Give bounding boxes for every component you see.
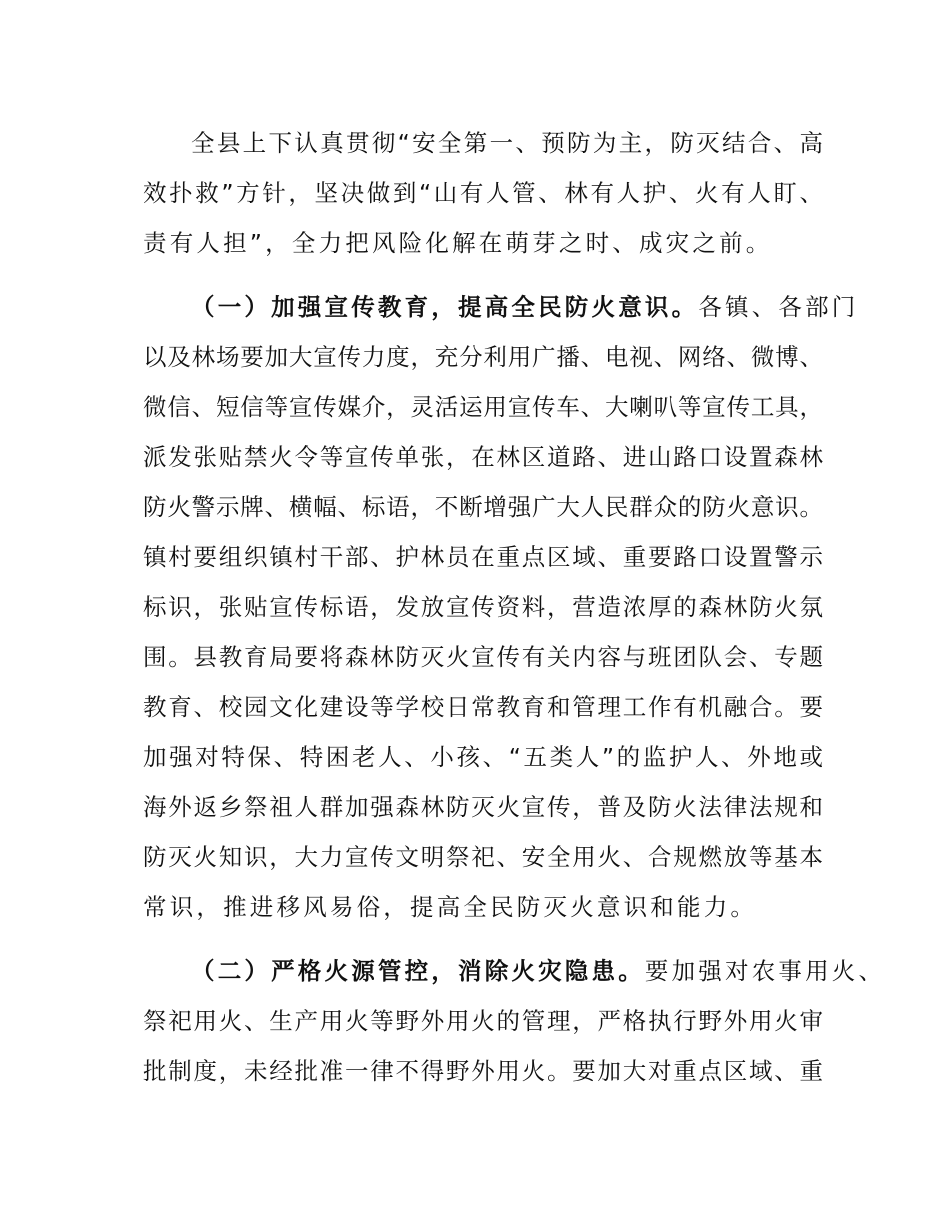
paragraph-2-line-6: 镇村要组织镇村干部、护林员在重点区域、重要路口设置警示 (143, 543, 823, 571)
paragraph-2-line-12: 防灭火知识，大力宣传文明祭祀、安全用火、合规燃放等基本 (143, 843, 823, 871)
paragraph-2-line-7: 标识，张贴宣传标语，发放宣传资料，营造浓厚的森林防火氛 (143, 593, 823, 621)
paragraph-2-line-5: 防火警示牌、横幅、标语，不断增强广大人民群众的防火意识。 (143, 493, 823, 521)
paragraph-2-line-1-rest: 各镇、各部门 (698, 293, 859, 321)
paragraph-3-line-1-rest: 要加强对农事用火、 (644, 957, 886, 985)
paragraph-2-line-11: 海外返乡祭祖人群加强森林防灭火宣传，普及防火法律法规和 (143, 793, 823, 821)
paragraph-2-line-2: 以及林场要加大宣传力度，充分利用广播、电视、网络、微博、 (143, 343, 823, 371)
paragraph-2-line-10: 加强对特保、特困老人、小孩、“五类人”的监护人、外地或 (143, 743, 823, 771)
paragraph-2-line-8: 围。县教育局要将森林防灭火宣传有关内容与班团队会、专题 (143, 643, 823, 671)
paragraph-3-line-2: 祭祀用火、生产用火等野外用火的管理，严格执行野外用火审 (143, 1007, 823, 1035)
paragraph-3-line-1 (191, 957, 886, 985)
paragraph-1-line-1: 全县上下认真贯彻“安全第一、预防为主，防灭结合、高 (191, 129, 823, 157)
paragraph-1-line-3: 责有人担”，全力把风险化解在萌芽之时、成灾之前。 (143, 229, 773, 257)
paragraph-1-line-2: 效扑救”方针，坚决做到“山有人管、林有人护、火有人盯、 (143, 179, 823, 207)
paragraph-3-line-3: 批制度，未经批准一律不得野外用火。要加大对重点区域、重 (143, 1057, 823, 1085)
paragraph-2-line-4: 派发张贴禁火令等宣传单张，在林区道路、进山路口设置森林 (143, 443, 823, 471)
section-heading-2: （二）严格火源管控，消除火灾隐患。 (191, 957, 645, 985)
paragraph-2-line-13: 常识，推进移风易俗，提高全民防灭火意识和能力。 (143, 893, 758, 921)
paragraph-2-line-9: 教育、校园文化建设等学校日常教育和管理工作有机融合。要 (143, 693, 823, 721)
section-heading-1: （一）加强宣传教育，提高全民防火意识。 (191, 293, 699, 321)
paragraph-2-line-1 (191, 293, 859, 321)
paragraph-2-line-3: 微信、短信等宣传媒介，灵活运用宣传车、大喇叭等宣传工具， (143, 393, 823, 421)
